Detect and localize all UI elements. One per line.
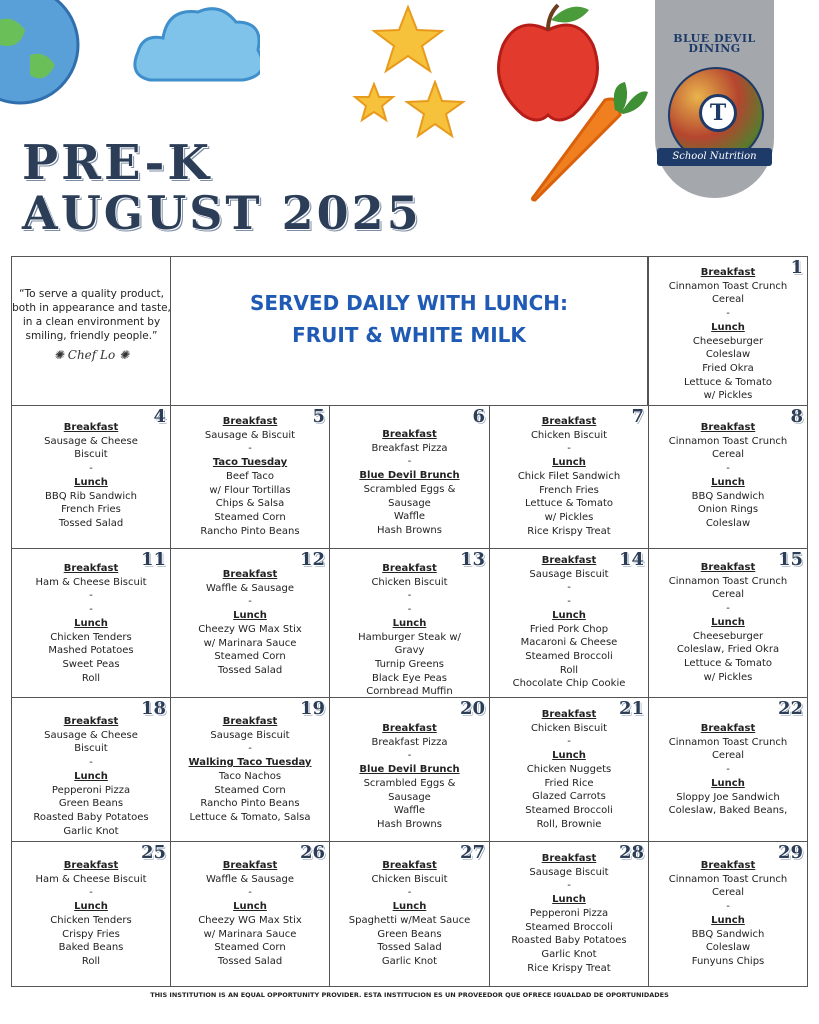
menu-item: Garlic Knot [63, 825, 119, 837]
day-cell-7 [489, 405, 649, 549]
menu-items [171, 415, 329, 538]
meal-heading: Breakfast [382, 429, 437, 440]
shell-icon: ✺ [119, 348, 130, 362]
menu-item: Tossed Salad [58, 517, 124, 529]
menu-items [490, 708, 648, 831]
day-number: 14 [618, 549, 644, 570]
meal-heading: Lunch [74, 901, 108, 913]
meal-heading: Lunch [74, 476, 108, 488]
chef-signature [12, 349, 171, 363]
star-icon [352, 82, 396, 124]
signature-text: Chef Lo [67, 348, 116, 362]
day-number: 26 [299, 842, 325, 863]
menu-item: w/ Pickles [703, 390, 753, 402]
day-cell-14 [489, 548, 649, 698]
menu-item: Coleslaw [705, 517, 751, 529]
day-cell-8 [648, 405, 808, 549]
meal-heading: Breakfast [222, 416, 278, 427]
menu-item: Breakfast Pizza [371, 736, 448, 748]
menu-item: - [567, 443, 571, 455]
menu-items [12, 562, 170, 685]
day-cell-15 [648, 548, 808, 698]
menu-item: Steamed Corn [214, 942, 286, 954]
menu-item: Chicken Nuggets [526, 763, 612, 775]
menu-item: Cornbread Muffin [366, 686, 453, 698]
day-cell-21 [489, 697, 649, 842]
menu-item: Roasted Baby Potatoes [511, 935, 627, 947]
meal-heading: Lunch [74, 770, 108, 782]
day-cell-27 [329, 841, 490, 987]
menu-item: Ham & Cheese Biscuit [35, 576, 147, 588]
menu-item: Rice Krispy Treat [527, 525, 611, 537]
menu-item: Spaghetti w/Meat Sauce [348, 914, 471, 926]
menu-item: Sausage & Biscuit [204, 429, 296, 441]
menu-item: Fried Okra [702, 362, 754, 374]
menu-items [330, 859, 489, 969]
menu-items [330, 428, 489, 538]
day-number: 8 [790, 406, 803, 427]
menu-item: Cereal [711, 750, 745, 762]
menu-item: w/ Pickles [544, 511, 594, 523]
meal-heading: Lunch [392, 901, 427, 913]
day-cell-18 [11, 697, 171, 842]
meal-heading: Breakfast [222, 569, 278, 580]
menu-item: BBQ Rib Sandwich [45, 490, 137, 502]
menu-item: Pepperoni Pizza [51, 784, 131, 796]
menu-items [171, 859, 329, 969]
menu-item: Onion Rings [697, 504, 759, 516]
menu-item: - [567, 736, 571, 748]
day-number: 4 [153, 406, 166, 427]
day-number: 21 [618, 698, 644, 719]
menu-item: Chocolate Chip Cookie [512, 678, 626, 690]
day-number: 29 [777, 842, 803, 863]
menu-item: - [89, 463, 93, 475]
menu-item: Roll [559, 664, 579, 676]
day-number: 5 [312, 406, 325, 427]
day-cell-25 [11, 841, 171, 987]
meal-heading: Lunch [552, 750, 586, 762]
menu-item: Chicken Biscuit [371, 576, 448, 588]
menu-item: Hash Browns [377, 818, 442, 830]
menu-item: w/ Marinara Sauce [203, 637, 297, 649]
served-daily-cell [170, 256, 648, 406]
logo-name-line2: DINING [688, 42, 741, 55]
day-cell-29 [648, 841, 808, 987]
day-number: 7 [631, 406, 644, 427]
menu-item: Steamed Corn [214, 651, 286, 663]
menu-item: Roasted Baby Potatoes [33, 811, 149, 823]
menu-item: Baked Beans [58, 942, 124, 954]
menu-item: Steamed Broccoli [525, 650, 613, 662]
meal-heading: Breakfast [700, 860, 756, 871]
menu-item: - [89, 757, 93, 769]
menu-item: - [89, 604, 93, 616]
meal-heading: Breakfast [63, 860, 119, 871]
menu-item: Hash Browns [377, 524, 442, 536]
meal-heading: Lunch [552, 609, 586, 621]
menu-item: Coleslaw, Baked Beans, [668, 805, 788, 817]
menu-items [12, 859, 170, 969]
menu-item: Cinnamon Toast Crunch [668, 575, 788, 587]
menu-item: - [567, 582, 571, 594]
menu-item: Sloppy Joe Sandwich [676, 791, 780, 803]
menu-items [171, 715, 329, 825]
menu-item: Cheeseburger [692, 630, 764, 642]
menu-item: - [407, 456, 412, 468]
menu-item: Tossed Salad [377, 942, 442, 954]
meal-heading: Breakfast [63, 422, 119, 433]
day-number: 15 [777, 549, 803, 570]
menu-item: Coleslaw [705, 349, 751, 361]
meal-heading: Walking Taco Tuesday [188, 757, 312, 769]
menu-items [649, 266, 807, 403]
meal-heading: Lunch [711, 914, 745, 926]
day-cell-20 [329, 697, 490, 842]
menu-item: BBQ Sandwich [691, 490, 765, 502]
menu-item: Sausage Biscuit [529, 866, 609, 878]
menu-item: BBQ Sandwich [691, 928, 765, 940]
menu-item: Garlic Knot [381, 955, 438, 967]
blue-devil-dining-logo [655, 0, 774, 198]
meal-heading: Lunch [711, 777, 745, 789]
menu-item: Coleslaw [705, 942, 751, 954]
menu-items [649, 722, 807, 818]
menu-item: - [248, 743, 252, 755]
menu-item: Steamed Broccoli [525, 921, 613, 933]
served-line-1: SERVED DAILY WITH LUNCH: [249, 291, 569, 315]
menu-items [171, 568, 329, 678]
star-icon [403, 80, 467, 142]
day-number: 22 [777, 698, 803, 719]
mission-quote: “To serve a quality product, both in appearance and taste, in a clean environment by smiling, friendly people.” [12, 288, 171, 342]
meal-heading: Breakfast [541, 709, 597, 720]
menu-item: Sausage Biscuit [210, 729, 290, 741]
menu-item: - [407, 604, 412, 616]
day-cell-4 [11, 405, 171, 549]
menu-item: Roll [81, 672, 101, 684]
day-cell-1 [648, 256, 808, 406]
menu-item: Lettuce & Tomato [684, 376, 772, 388]
day-cell-19 [170, 697, 330, 842]
menu-item: Cinnamon Toast Crunch [668, 435, 788, 447]
quote-cell [11, 256, 171, 406]
meal-heading: Lunch [233, 610, 267, 622]
menu-item: Crispy Fries [62, 928, 120, 940]
cloud-icon [130, 0, 260, 95]
menu-item: - [726, 764, 730, 776]
logo-ribbon: School Nutrition [657, 148, 772, 166]
menu-items [12, 715, 170, 838]
menu-item: Sausage Biscuit [529, 568, 609, 580]
menu-item: - [726, 603, 730, 615]
day-cell-22 [648, 697, 808, 842]
menu-item: Cheeseburger [692, 335, 764, 347]
menu-item: Waffle & Sausage [205, 582, 294, 594]
menu-item: Chick Filet Sandwich [517, 470, 621, 482]
day-number: 25 [140, 842, 166, 863]
menu-item: Roll [81, 955, 101, 967]
menu-item: Breakfast Pizza [371, 442, 448, 454]
menu-items [490, 852, 648, 975]
menu-item: Lettuce & Tomato [525, 498, 613, 510]
globe-icon [0, 0, 85, 105]
menu-item: Cinnamon Toast Crunch [668, 873, 788, 885]
meal-heading: Lunch [233, 901, 267, 913]
menu-item: Pepperoni Pizza [529, 907, 609, 919]
menu-item: Scrambled Eggs & Sausage [363, 483, 456, 509]
menu-item: Roll, Brownie [536, 818, 602, 830]
menu-item: - [407, 750, 412, 762]
logo-name-line1: BLUE DEVIL [673, 32, 756, 45]
day-cell-11 [11, 548, 171, 698]
menu-item: Waffle & Sausage [205, 873, 294, 885]
meal-heading: Lunch [552, 894, 586, 906]
meal-heading: Lunch [74, 617, 108, 629]
menu-item: - [567, 596, 571, 608]
menu-item: Steamed Corn [214, 784, 286, 796]
meal-heading: Breakfast [63, 563, 119, 574]
menu-item: Steamed Broccoli [525, 804, 613, 816]
menu-items [490, 415, 648, 538]
day-cell-6 [329, 405, 490, 549]
menu-item: Rancho Pinto Beans [200, 525, 300, 537]
meal-heading: Breakfast [700, 267, 756, 278]
menu-item: Lettuce & Tomato, Salsa [189, 811, 311, 823]
menu-items [490, 554, 648, 691]
menu-item: - [567, 880, 571, 892]
meal-heading: Breakfast [222, 716, 278, 727]
menu-item: Taco Nachos [218, 770, 282, 782]
menu-item: - [89, 887, 93, 899]
menu-item: Chicken Biscuit [371, 873, 448, 885]
day-number: 27 [459, 842, 485, 863]
menu-items [330, 562, 489, 699]
day-number: 28 [618, 842, 644, 863]
menu-item: Cereal [711, 589, 745, 601]
carrot-icon [530, 80, 650, 205]
menu-item: Lettuce & Tomato [684, 657, 772, 669]
menu-item: Glazed Carrots [532, 791, 606, 803]
menu-item: Green Beans [377, 928, 442, 940]
menu-item: Chicken Biscuit [530, 429, 608, 441]
menu-items [649, 859, 807, 969]
menu-item: Mashed Potatoes [48, 645, 134, 657]
menu-item: Turnip Greens [375, 658, 444, 670]
menu-item: - [248, 887, 252, 899]
menu-item: Funyuns Chips [691, 955, 765, 967]
title-line-2: AUGUST 2025 [22, 186, 422, 240]
logo-name [655, 34, 774, 54]
menu-item: Chicken Tenders [50, 631, 132, 643]
menu-item: Garlic Knot [541, 948, 597, 960]
menu-items [649, 421, 807, 531]
day-cell-26 [170, 841, 330, 987]
menu-item: Fried Pork Chop [529, 623, 609, 635]
menu-item: French Fries [61, 504, 121, 516]
menu-item: Chicken Tenders [50, 914, 132, 926]
star-icon [370, 5, 450, 75]
menu-item: Macaroni & Cheese [520, 637, 618, 649]
meal-heading: Breakfast [700, 562, 756, 573]
meal-heading: Breakfast [541, 555, 597, 566]
meal-heading: Breakfast [700, 422, 756, 433]
served-line-2: FRUIT & WHITE MILK [292, 323, 526, 347]
meal-heading: Breakfast [541, 416, 597, 427]
meal-heading: Lunch [711, 476, 745, 488]
day-number: 20 [459, 698, 485, 719]
menu-item: - [407, 887, 412, 899]
menu-item: Tossed Salad [217, 664, 283, 676]
equal-opportunity-footer: THIS INSTITUTION IS AN EQUAL OPPORTUNITY PROVIDER. ESTA INSTITUCION ES UN PROVEEDOR QUE OFRECE IGUALDAD DE OPORTUNIDADES [150, 991, 669, 999]
menu-calendar [11, 256, 808, 987]
menu-item: Waffle [393, 511, 426, 523]
meal-heading: Breakfast [382, 563, 437, 574]
menu-item: Coleslaw, Fried Okra [676, 644, 780, 656]
menu-item: Black Eye Peas [372, 672, 447, 684]
menu-item: Cinnamon Toast Crunch [668, 736, 788, 748]
menu-item: Ham & Cheese Biscuit [35, 873, 147, 885]
menu-items [330, 722, 489, 832]
menu-item: Waffle [393, 805, 426, 817]
day-cell-12 [170, 548, 330, 698]
day-number: 13 [459, 549, 485, 570]
menu-item: Rancho Pinto Beans [200, 798, 300, 810]
menu-items [649, 561, 807, 684]
menu-item: - [248, 596, 252, 608]
menu-item: Steamed Corn [214, 511, 286, 523]
menu-item: Cereal [711, 449, 745, 461]
menu-item: Rice Krispy Treat [527, 962, 611, 974]
meal-heading: Taco Tuesday [212, 457, 288, 469]
day-cell-28 [489, 841, 649, 987]
menu-item: - [726, 463, 730, 475]
day-cell-13 [329, 548, 490, 698]
menu-item: Cheezy WG Max Stix [198, 914, 302, 926]
menu-item: Cereal [711, 887, 745, 899]
menu-item: Sweet Peas [62, 658, 120, 670]
day-number: 1 [790, 257, 803, 278]
meal-heading: Lunch [552, 457, 586, 469]
menu-item: w/ Marinara Sauce [203, 928, 297, 940]
meal-heading: Lunch [392, 617, 427, 629]
meal-heading: Breakfast [541, 853, 597, 864]
meal-heading: Breakfast [382, 723, 437, 734]
menu-item: w/ Pickles [703, 671, 753, 683]
meal-heading: Lunch [711, 321, 745, 333]
menu-item: Tossed Salad [217, 955, 283, 967]
meal-heading: Breakfast [63, 716, 119, 727]
title-line-1: PRE-K [22, 135, 213, 191]
meal-heading: Breakfast [382, 860, 437, 871]
menu-item: Green Beans [58, 798, 124, 810]
served-daily-banner [171, 287, 647, 351]
menu-item: Beef Taco [225, 470, 275, 482]
menu-item: Scrambled Eggs & Sausage [363, 777, 456, 803]
day-number: 18 [140, 698, 166, 719]
shell-icon: ✺ [53, 348, 64, 362]
menu-item: Cheezy WG Max Stix [198, 623, 302, 635]
day-number: 19 [299, 698, 325, 719]
meal-heading: Blue Devil Brunch [359, 470, 460, 482]
day-number: 11 [140, 549, 166, 570]
day-number: 12 [299, 549, 325, 570]
meal-heading: Lunch [711, 616, 745, 628]
t-letter-icon: T [699, 94, 737, 132]
menu-item: Cereal [711, 294, 745, 306]
menu-item: Cinnamon Toast Crunch [668, 280, 788, 292]
menu-item: Chips & Salsa [215, 498, 285, 510]
meal-heading: Breakfast [700, 723, 756, 734]
day-number: 6 [472, 406, 485, 427]
menu-item: Chicken Biscuit [530, 722, 608, 734]
menu-item: Hamburger Steak w/ Gravy [358, 631, 461, 657]
menu-items [12, 421, 170, 531]
menu-item: - [726, 308, 730, 320]
meal-heading: Breakfast [222, 860, 278, 871]
menu-item: Fried Rice [544, 777, 594, 789]
menu-item: - [726, 901, 730, 913]
menu-item: Sausage & Cheese [44, 435, 138, 447]
menu-item: Sausage & Cheese Biscuit [44, 729, 138, 755]
menu-item: - [89, 590, 93, 602]
menu-item: - [407, 590, 412, 602]
menu-item: French Fries [539, 484, 599, 496]
day-cell-5 [170, 405, 330, 549]
meal-heading: Blue Devil Brunch [359, 764, 460, 776]
menu-item: - [248, 443, 252, 455]
menu-item: w/ Flour Tortillas [209, 484, 291, 496]
menu-item: Biscuit [74, 449, 108, 461]
